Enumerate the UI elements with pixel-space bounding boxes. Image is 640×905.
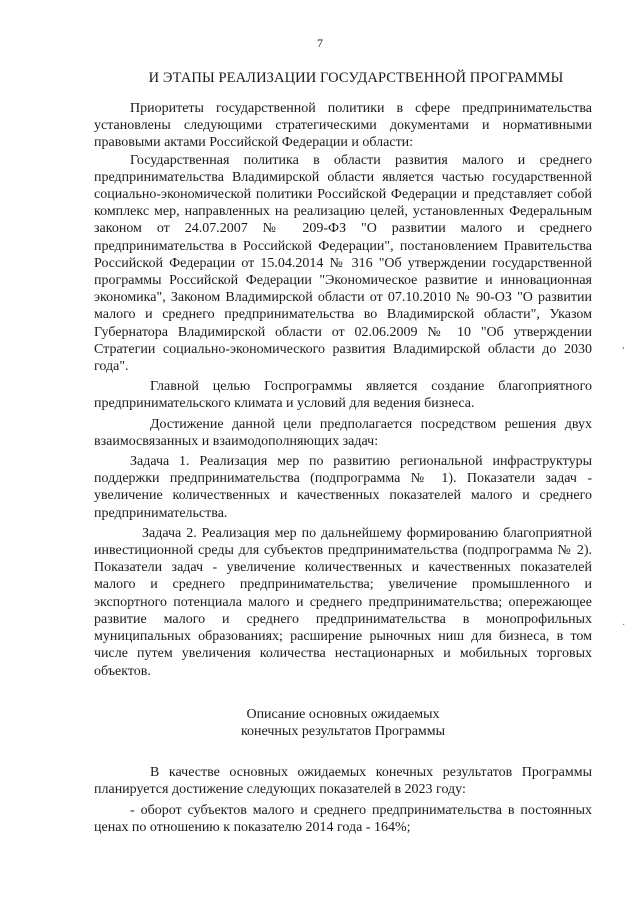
margin-mark: , [622, 340, 625, 351]
paragraph-main-goal: Главной целью Госпрограммы является создание благоприятного предпринимательского климата и условий для ведения бизнеса. [94, 379, 592, 412]
paragraph-task-1: Задача 1. Реализация мер по развитию региональной инфраструктуры поддержки предпринимательства (подпрограмма № 1). Показатели задач - увеличение количественных и качественных показателей малого и среднего предпринимательства. [94, 454, 592, 521]
paragraph-results-intro: В качестве основных ожидаемых конечных результатов Программы планируется достижение следующих показателей в 2023 году: [94, 765, 592, 798]
results-subheading-line-2: конечных результатов Программы [240, 723, 446, 739]
document-body [94, 100, 592, 836]
paragraph-state-policy: Государственная политика в области развития малого и среднего предпринимательства Владимирской области является частью государственной социально-экономической политики Российской Федерации и представляет собой комплекс мер, направленных на реализацию целей, установленных Федеральным законом от 24.07.2007 № 209-ФЗ "О развитии малого и среднего предпринимательства в Российской Федерации", постановлением Правительства Российской Федерации от 15.04.2014 № 316 "Об утверждении государственной программы Российской Федерации "Экономическое развитие и инновационная экономика", Законом Владимирской области от 07.10.2010 № 90-ОЗ "О развитии малого и среднего предпринимательства во Владимирской области", Указом Губернатора Владимирской области от 02.06.2009 № 10 "Об утверждении Стратегии социально-экономического развития Владимирской области до 2030 года". [94, 152, 592, 375]
paragraph-priorities: Приоритеты государственной политики в сфере предпринимательства установлены следующими стратегическими документами и нормативными правовыми актами Российской Федерации и области: [94, 101, 592, 151]
results-list-item: - оборот субъектов малого и среднего предпринимательства в постоянных ценах по отношению к показателю 2014 года - 164%; [94, 802, 592, 835]
results-subheading [94, 706, 592, 740]
page-number: 7 [317, 36, 323, 50]
results-subheading-line-1: Описание основных ожидаемых [246, 706, 440, 722]
section-heading: И ЭТАПЫ РЕАЛИЗАЦИИ ГОСУДАРСТВЕННОЙ ПРОГРАММЫ [148, 70, 564, 86]
margin-mark: · [622, 620, 626, 631]
paragraph-task-2: Задача 2. Реализация мер по дальнейшему формированию благоприятной инвестиционной среды для субъектов предпринимательства (подпрограмма № 2). Показатели задач - увеличение количественных и качественных показателей малого и среднего предпринимательства; увеличение промышленного и экспортного потенциала малого и среднего предпринимательства; опережающее развитие малого и среднего предпринимательства в монопрофильных муниципальных образованиях; расширение рыночных ниш для бизнеса, в том числе путем увеличения количества нестационарных и мобильных торговых объектов. [94, 525, 592, 679]
paragraph-goal-achievement: Достижение данной цели предполагается посредством решения двух взаимосвязанных и взаимодополняющих задач: [94, 416, 592, 449]
